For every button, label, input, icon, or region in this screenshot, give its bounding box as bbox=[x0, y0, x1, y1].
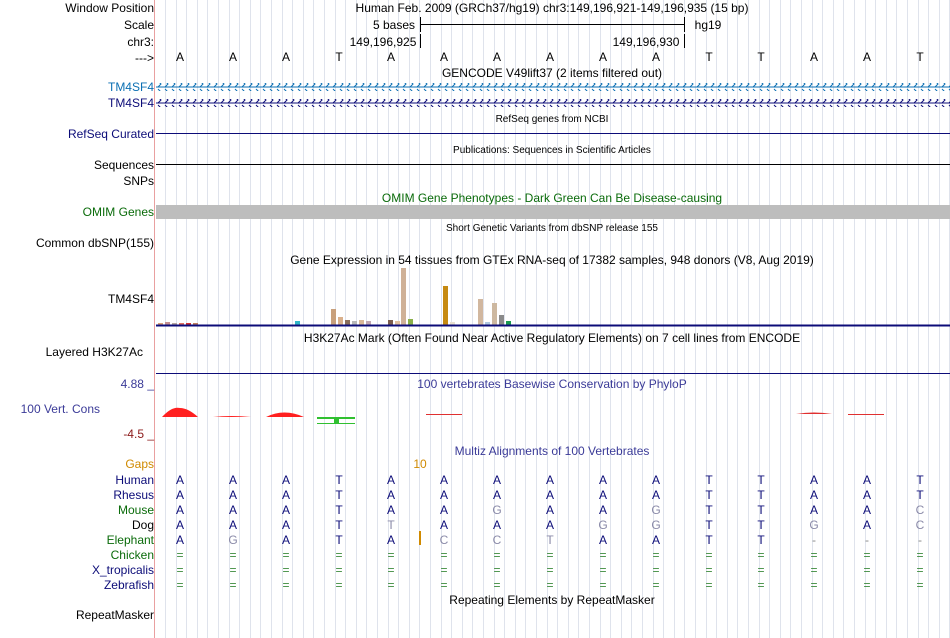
coord-left-tick bbox=[420, 34, 421, 48]
alignment-base: A bbox=[651, 533, 660, 547]
sequence-base: T bbox=[705, 50, 713, 64]
gtex-bar bbox=[492, 303, 497, 325]
sequence-base: A bbox=[175, 50, 184, 64]
gtex-bar bbox=[352, 321, 357, 325]
alignment-base: = bbox=[599, 578, 607, 592]
alignment-base: A bbox=[862, 488, 871, 502]
gtex-bar bbox=[366, 321, 371, 325]
alignment-base: A bbox=[281, 488, 290, 502]
alignment-base: A bbox=[545, 518, 554, 532]
sequence-base: A bbox=[439, 50, 448, 64]
alignment-base: A bbox=[598, 503, 607, 517]
alignment-base: T bbox=[335, 533, 343, 547]
alignment-base: C bbox=[439, 533, 449, 547]
alignment-base: A bbox=[598, 533, 607, 547]
alignment-base: = bbox=[282, 563, 290, 577]
alignment-base: = bbox=[387, 578, 395, 592]
alignment-base: T bbox=[757, 473, 765, 487]
gtex-bar bbox=[443, 286, 448, 325]
alignment-base: = bbox=[705, 548, 713, 562]
alignment-base: = bbox=[282, 578, 290, 592]
alignment-base: = bbox=[546, 578, 554, 592]
sequence-base: A bbox=[862, 50, 871, 64]
alignment-base: T bbox=[705, 533, 713, 547]
alignment-base: G bbox=[598, 518, 608, 532]
alignment-base: G bbox=[492, 503, 502, 517]
coord-right-tick bbox=[684, 34, 685, 48]
alignment-base: A bbox=[281, 518, 290, 532]
phylop-peak bbox=[162, 408, 198, 417]
label-arrow: ---> bbox=[135, 51, 154, 65]
alignment-base: A bbox=[439, 503, 448, 517]
species-label[interactable]: Zebrafish bbox=[103, 578, 154, 592]
sequence-base: T bbox=[916, 50, 924, 64]
position-title: Human Feb. 2009 (GRCh37/hg19) chr3:149,196,921-149,196,935 (15 bp) bbox=[355, 1, 749, 15]
alignment-base: = bbox=[863, 563, 871, 577]
alignment-base: = bbox=[652, 563, 660, 577]
alignment-base: = bbox=[176, 578, 184, 592]
alignment-base: T bbox=[705, 518, 713, 532]
alignment-base: A bbox=[386, 488, 395, 502]
alignment-base: - bbox=[812, 533, 816, 547]
gtex-bar bbox=[345, 320, 350, 325]
sequence-base: A bbox=[228, 50, 237, 64]
alignment-base: = bbox=[810, 563, 818, 577]
scale-bar-right-tick bbox=[684, 17, 685, 32]
label-gtex[interactable]: TM4SF4 bbox=[107, 292, 154, 306]
sequence-base: A bbox=[651, 50, 660, 64]
phylop-peak bbox=[796, 413, 832, 415]
alignment-base: = bbox=[229, 578, 237, 592]
alignment-base: T bbox=[335, 518, 343, 532]
alignment-base: T bbox=[757, 533, 765, 547]
scale-bar bbox=[420, 24, 685, 25]
gtex-bar bbox=[359, 320, 364, 325]
gencode-transcripts[interactable] bbox=[156, 80, 950, 110]
alignment-base: A bbox=[228, 503, 237, 517]
alignment-base: A bbox=[862, 473, 871, 487]
label-snps[interactable]: SNPs bbox=[123, 174, 154, 188]
omim-gene-bar[interactable] bbox=[156, 205, 950, 219]
phylop-peak bbox=[213, 416, 251, 417]
sequence-base: T bbox=[757, 50, 765, 64]
alignment-base: = bbox=[863, 548, 871, 562]
sequence-base: T bbox=[335, 50, 343, 64]
alignment-base: A bbox=[492, 473, 501, 487]
alignment-base: = bbox=[916, 548, 924, 562]
alignment-base: A bbox=[545, 488, 554, 502]
alignment-base: A bbox=[228, 473, 237, 487]
alignment-base: = bbox=[493, 578, 501, 592]
alignment-base: = bbox=[599, 563, 607, 577]
scale-bar-left-tick bbox=[420, 17, 421, 32]
alignment-base: A bbox=[386, 503, 395, 517]
alignment-base: = bbox=[229, 548, 237, 562]
alignment-base: - bbox=[865, 533, 869, 547]
label-chrom: chr3: bbox=[127, 35, 154, 49]
alignment-base: T bbox=[387, 518, 395, 532]
alignment-base: A bbox=[492, 518, 501, 532]
species-label[interactable]: Rhesus bbox=[113, 488, 154, 502]
phylop-plot[interactable] bbox=[156, 400, 950, 434]
label-cons-max: 4.88 _ bbox=[120, 377, 154, 391]
label-h3k27ac[interactable]: Layered H3K27Ac bbox=[45, 345, 143, 359]
alignment-base: = bbox=[599, 548, 607, 562]
alignment-base: = bbox=[863, 578, 871, 592]
alignment-base: C bbox=[492, 533, 502, 547]
label-window-position: Window Position bbox=[65, 1, 154, 15]
alignment-base: = bbox=[916, 578, 924, 592]
alignment-base: A bbox=[545, 503, 554, 517]
alignment-base: A bbox=[281, 473, 290, 487]
gtex-bar bbox=[338, 317, 343, 325]
alignment-base: C bbox=[915, 518, 925, 532]
label-scale: Scale bbox=[123, 18, 154, 32]
alignment-base: = bbox=[757, 563, 765, 577]
gtex-bar-chart[interactable] bbox=[156, 266, 950, 328]
alignment-base: A bbox=[598, 473, 607, 487]
alignment-base: T bbox=[335, 473, 343, 487]
sequence-base: A bbox=[386, 50, 395, 64]
alignment-base: T bbox=[705, 503, 713, 517]
species-label[interactable]: Chicken bbox=[110, 548, 154, 562]
alignment-base: A bbox=[281, 503, 290, 517]
alignment-base: = bbox=[176, 563, 184, 577]
alignment-base: G bbox=[651, 518, 661, 532]
alignment-base: = bbox=[493, 563, 501, 577]
label-cons-name[interactable]: 100 Vert. Cons bbox=[20, 402, 100, 416]
gtex-bar bbox=[331, 309, 336, 325]
alignment-base: = bbox=[440, 548, 448, 562]
coord-left: 149,196,925 bbox=[349, 35, 417, 49]
alignment-base: = bbox=[757, 548, 765, 562]
alignment-base: = bbox=[229, 563, 237, 577]
gtex-bar bbox=[401, 268, 406, 325]
gtex-bar bbox=[395, 321, 400, 325]
species-label[interactable]: Human bbox=[115, 473, 154, 487]
refseq-title: RefSeq genes from NCBI bbox=[495, 114, 609, 125]
alignment-base: = bbox=[335, 548, 343, 562]
sequence-base: A bbox=[598, 50, 607, 64]
alignment-base: = bbox=[652, 548, 660, 562]
alignment-base: T bbox=[916, 473, 924, 487]
phylop-title: 100 vertebrates Basewise Conservation by PhyloP bbox=[417, 377, 687, 391]
alignment-base: = bbox=[810, 548, 818, 562]
alignment-base: A bbox=[809, 488, 818, 502]
alignment-base: - bbox=[918, 533, 922, 547]
phylop-neg-bar bbox=[317, 423, 355, 424]
alignment-base: = bbox=[546, 548, 554, 562]
gap-count: 10 bbox=[413, 457, 427, 471]
alignment-base: = bbox=[440, 563, 448, 577]
alignment-base: = bbox=[335, 578, 343, 592]
alignment-base: = bbox=[757, 578, 765, 592]
label-dbsnp[interactable]: Common dbSNP(155) bbox=[35, 236, 154, 250]
alignment-base: A bbox=[175, 503, 184, 517]
alignment-base: = bbox=[282, 548, 290, 562]
alignment-base: A bbox=[862, 518, 871, 532]
alignment-base: A bbox=[175, 488, 184, 502]
h3k27ac-title: H3K27Ac Mark (Often Found Near Active Regulatory Elements) on 7 cell lines from ENCODE bbox=[303, 331, 801, 345]
alignment-base: = bbox=[387, 563, 395, 577]
alignment-base: A bbox=[651, 488, 660, 502]
alignment-base: A bbox=[228, 488, 237, 502]
gencode-title: GENCODE V49lift37 (2 items filtered out) bbox=[441, 66, 663, 80]
gtex-bar bbox=[408, 319, 413, 325]
alignment-base: G bbox=[651, 503, 661, 517]
alignment-base: A bbox=[492, 488, 501, 502]
alignment-base: T bbox=[335, 488, 343, 502]
alignment-base: = bbox=[387, 548, 395, 562]
alignment-base: G bbox=[228, 533, 238, 547]
omim-title: OMIM Gene Phenotypes - Dark Green Can Be Disease-causing bbox=[381, 191, 723, 205]
scale-db: hg19 bbox=[694, 18, 722, 32]
alignment-base: T bbox=[705, 488, 713, 502]
pubs-title: Publications: Sequences in Scientific Articles bbox=[453, 145, 651, 156]
alignment-base: = bbox=[440, 578, 448, 592]
scale-text: 5 bases bbox=[372, 18, 416, 32]
alignment-base: A bbox=[809, 503, 818, 517]
gtex-bar bbox=[499, 315, 504, 325]
gtex-bar bbox=[506, 321, 511, 325]
species-label[interactable]: Elephant bbox=[106, 533, 154, 547]
alignment-base: = bbox=[916, 563, 924, 577]
alignment-base: A bbox=[175, 533, 184, 547]
label-repeatmasker[interactable]: RepeatMasker bbox=[75, 608, 154, 622]
sequence-base: A bbox=[545, 50, 554, 64]
alignment-base: G bbox=[809, 518, 819, 532]
label-gaps: Gaps bbox=[125, 457, 154, 471]
elephant-gap-marker bbox=[419, 531, 421, 545]
alignment-base: = bbox=[546, 563, 554, 577]
label-divider bbox=[154, 0, 155, 638]
alignment-base: T bbox=[335, 503, 343, 517]
label-cons-min: -4.5 _ bbox=[123, 427, 154, 441]
alignment-base: T bbox=[757, 503, 765, 517]
alignment-base: A bbox=[439, 473, 448, 487]
alignment-base: T bbox=[757, 518, 765, 532]
sequence-base: A bbox=[492, 50, 501, 64]
phylop-peak bbox=[266, 413, 304, 418]
species-label[interactable]: X_tropicalis bbox=[91, 563, 154, 577]
gtex-title: Gene Expression in 54 tissues from GTEx RNA-seq of 17382 samples, 948 donors (V8, Aug 2019) bbox=[290, 253, 814, 267]
alignment-base: A bbox=[175, 473, 184, 487]
alignment-base: = bbox=[493, 548, 501, 562]
alignment-base: = bbox=[335, 563, 343, 577]
label-omim[interactable]: OMIM Genes bbox=[82, 205, 154, 219]
alignment-base: T bbox=[546, 533, 554, 547]
dbsnp-title: Short Genetic Variants from dbSNP release 155 bbox=[446, 223, 658, 234]
pubs-line[interactable] bbox=[156, 164, 950, 165]
label-sequences[interactable]: Sequences bbox=[93, 158, 154, 172]
species-label[interactable]: Dog bbox=[131, 518, 154, 532]
label-gencode-2[interactable]: TM4SF4 bbox=[107, 96, 154, 110]
phylop-peak bbox=[426, 414, 462, 415]
alignment-base: A bbox=[386, 533, 395, 547]
alignment-base: = bbox=[176, 548, 184, 562]
alignment-base: A bbox=[545, 473, 554, 487]
alignment-base: A bbox=[228, 518, 237, 532]
alignment-base: A bbox=[439, 518, 448, 532]
sequence-base: A bbox=[809, 50, 818, 64]
label-gencode-1[interactable]: TM4SF4 bbox=[107, 80, 154, 94]
alignment-base: T bbox=[916, 488, 924, 502]
alignment-base: A bbox=[809, 473, 818, 487]
phylop-neg-bar bbox=[334, 417, 339, 424]
alignment-base: T bbox=[757, 488, 765, 502]
gtex-bar bbox=[388, 320, 393, 325]
alignment-base: A bbox=[598, 488, 607, 502]
h3k27ac-baseline[interactable] bbox=[156, 373, 950, 374]
rmsk-title: Repeating Elements by RepeatMasker bbox=[449, 593, 655, 607]
alignment-base: = bbox=[810, 578, 818, 592]
alignment-base: A bbox=[439, 488, 448, 502]
multiz-title: Multiz Alignments of 100 Vertebrates bbox=[454, 444, 650, 458]
alignment-base: T bbox=[705, 473, 713, 487]
alignment-base: A bbox=[175, 518, 184, 532]
alignment-base: A bbox=[651, 473, 660, 487]
coord-right: 149,196,930 bbox=[612, 35, 680, 49]
species-label[interactable]: Mouse bbox=[117, 503, 154, 517]
label-refseq[interactable]: RefSeq Curated bbox=[67, 127, 154, 141]
refseq-gene-line[interactable] bbox=[156, 133, 950, 134]
alignment-base: A bbox=[281, 533, 290, 547]
alignment-base: = bbox=[705, 578, 713, 592]
alignment-base: A bbox=[386, 473, 395, 487]
phylop-peak bbox=[848, 414, 884, 415]
alignment-base: = bbox=[652, 578, 660, 592]
alignment-base: C bbox=[915, 503, 925, 517]
gtex-bar bbox=[478, 299, 483, 325]
alignment-base: = bbox=[705, 563, 713, 577]
sequence-base: A bbox=[281, 50, 290, 64]
alignment-base: A bbox=[862, 503, 871, 517]
gtex-bar bbox=[295, 321, 300, 325]
